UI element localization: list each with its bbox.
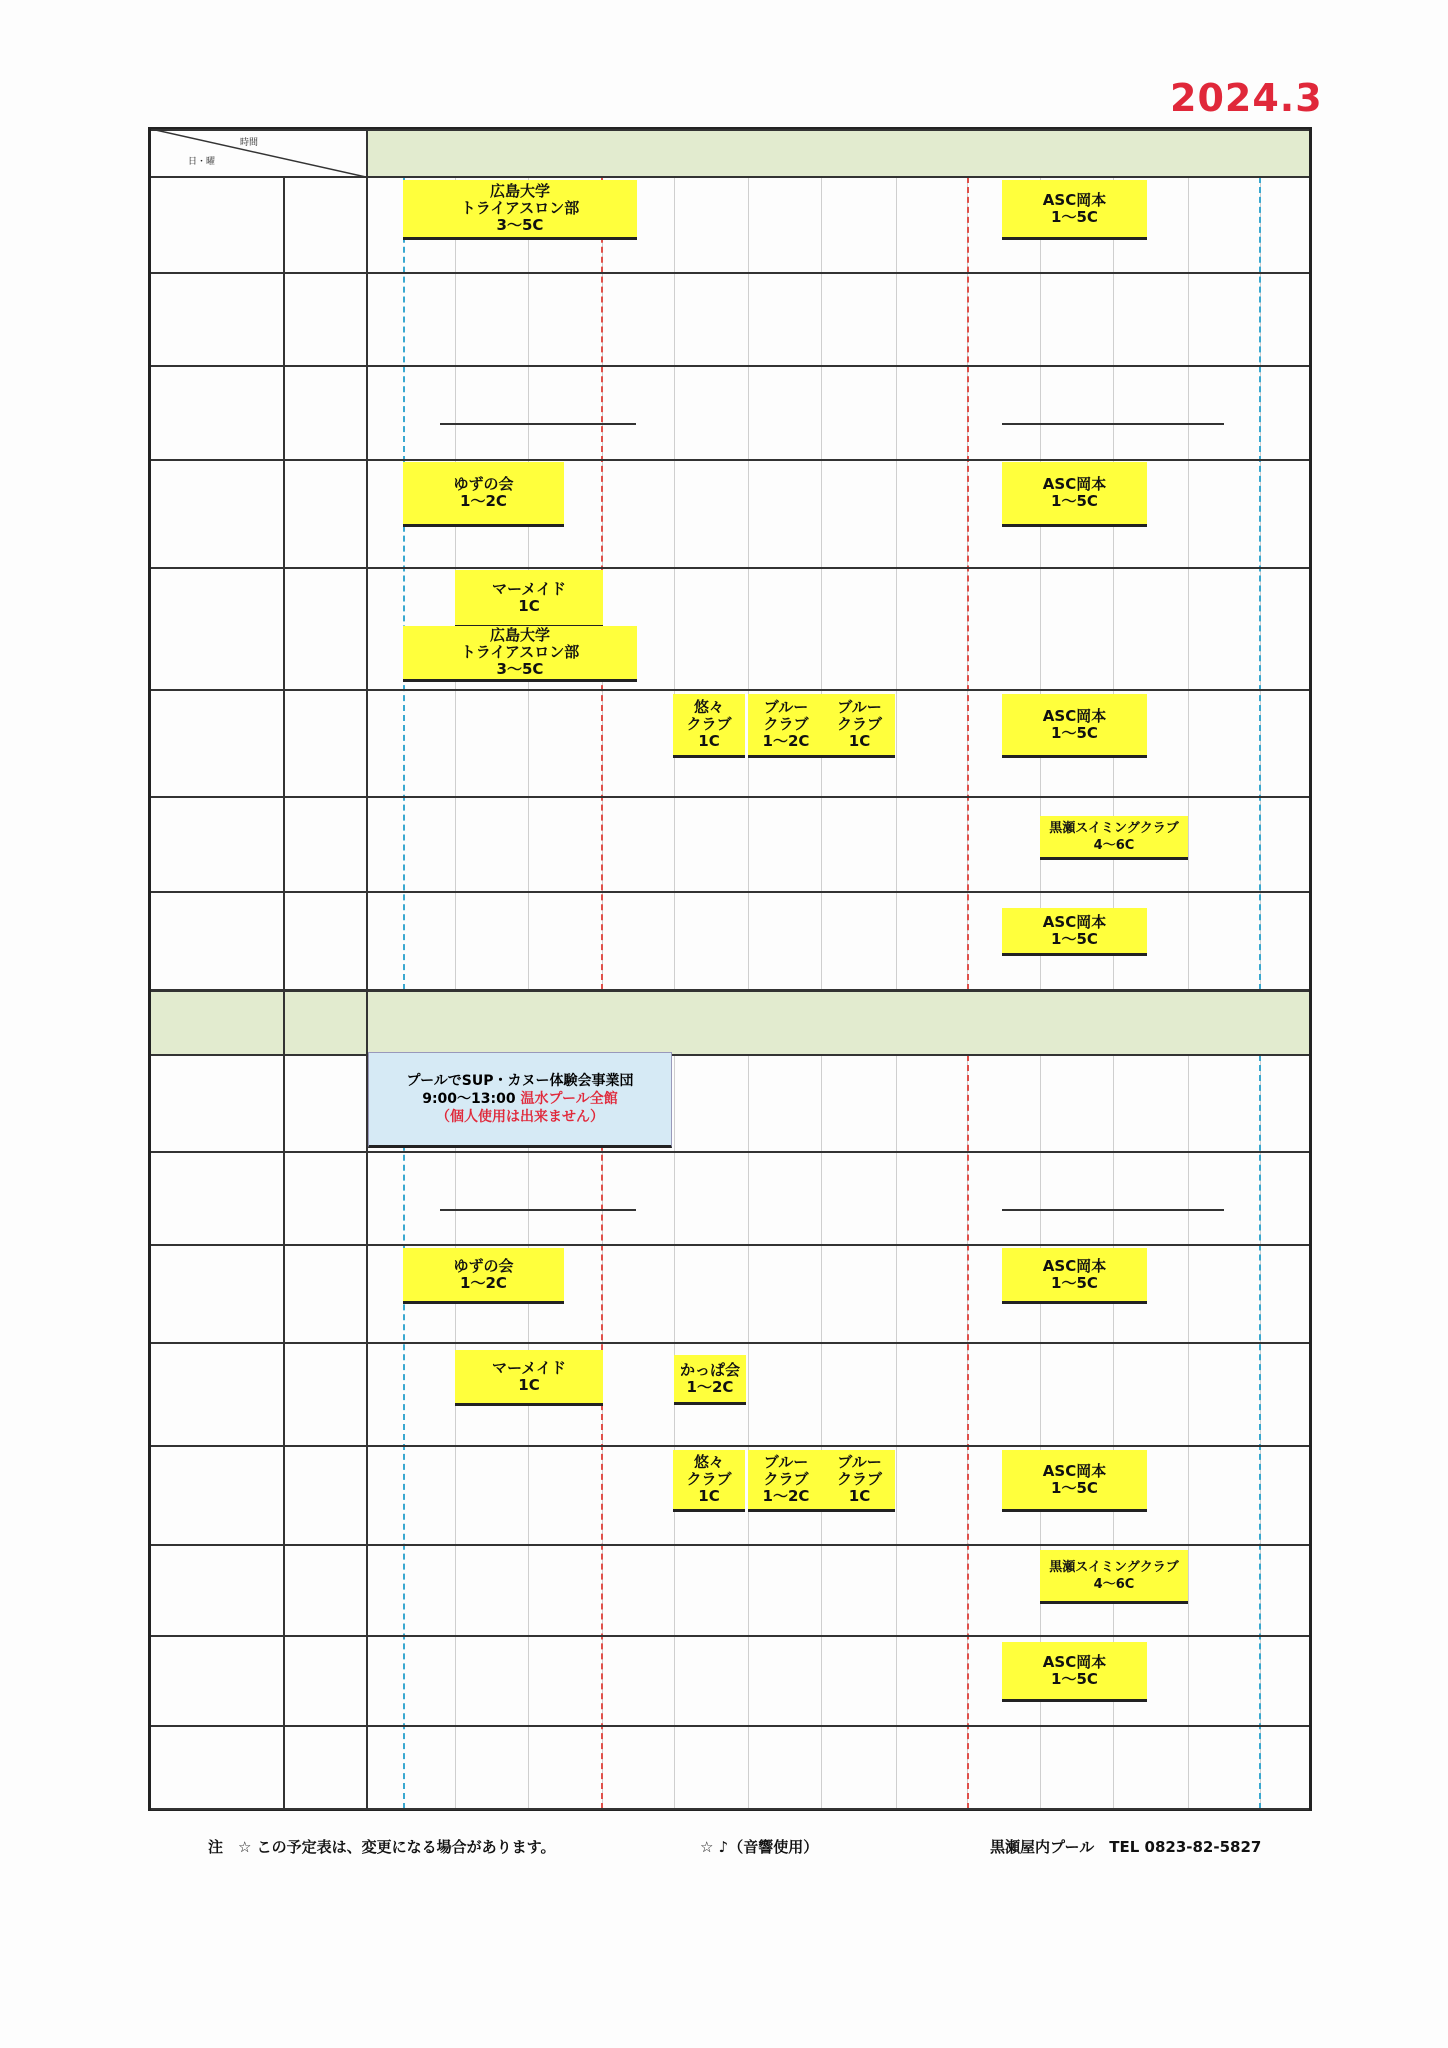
row-divider bbox=[151, 272, 1309, 274]
grid-line bbox=[674, 1055, 675, 1809]
schedule-event-block bbox=[1002, 1450, 1147, 1512]
event-text-line: ブルー bbox=[763, 1453, 809, 1471]
corner-diagonal bbox=[151, 129, 366, 177]
closed-line bbox=[440, 1209, 636, 1211]
grid-line bbox=[896, 1055, 897, 1809]
schedule-event-block bbox=[673, 1450, 745, 1512]
time-header-band bbox=[366, 129, 1309, 177]
event-text-line: 黒瀬スイミングクラブ bbox=[1049, 820, 1179, 836]
row-divider bbox=[151, 1342, 1309, 1344]
schedule-event-block bbox=[748, 694, 824, 758]
event-text-line: ASC岡本 bbox=[1042, 1461, 1107, 1480]
sup-venue: 温水プール全館 bbox=[520, 1091, 618, 1107]
event-text-line: 1～5C bbox=[1051, 492, 1098, 510]
grid-line bbox=[1113, 177, 1114, 990]
event-text-line: ASC岡本 bbox=[1042, 1652, 1107, 1671]
sup-title: プールでSUP・カヌー体験会事業団 bbox=[406, 1073, 634, 1089]
closed-line bbox=[440, 423, 636, 425]
sup-time-line bbox=[369, 1090, 671, 1108]
event-text-line: ブルー bbox=[763, 698, 809, 716]
row-divider bbox=[151, 689, 1309, 691]
event-text-line: 1～5C bbox=[1051, 207, 1098, 226]
schedule-event-block bbox=[1040, 1550, 1188, 1604]
event-text-line: 1C bbox=[518, 596, 540, 615]
row-divider bbox=[151, 1544, 1309, 1546]
sup-event-block bbox=[368, 1052, 672, 1148]
row-divider bbox=[151, 891, 1309, 893]
closed-line bbox=[1002, 1209, 1224, 1211]
event-text-line: マーメイド bbox=[492, 579, 566, 598]
schedule-event-block bbox=[1002, 462, 1147, 527]
event-text-line: ASC岡本 bbox=[1042, 190, 1107, 209]
hour-marker-dashed-line bbox=[601, 1055, 603, 1809]
event-text-line: トライアスロン部 bbox=[460, 199, 580, 217]
row-divider bbox=[151, 796, 1309, 798]
grid-line bbox=[821, 1055, 822, 1809]
grid-line bbox=[896, 177, 897, 990]
closed-line bbox=[1002, 423, 1224, 425]
row-divider bbox=[151, 1808, 1309, 1810]
row-divider bbox=[151, 1725, 1309, 1727]
hour-marker-dashed-line bbox=[967, 1055, 969, 1809]
header-divider bbox=[151, 990, 1309, 992]
row-divider bbox=[151, 1445, 1309, 1447]
schedule-event-block bbox=[824, 1450, 895, 1512]
event-text-line: 3～5C bbox=[496, 660, 544, 678]
schedule-event-block bbox=[673, 694, 745, 758]
event-text-line: 1C bbox=[518, 1375, 540, 1394]
schedule-event-block bbox=[674, 1355, 746, 1405]
sup-note: （個人使用は出来ません） bbox=[436, 1109, 604, 1125]
corner-day-label: 日・曜 bbox=[188, 157, 216, 167]
hour-marker-dashed-line bbox=[1259, 177, 1261, 990]
row-divider bbox=[151, 1151, 1309, 1153]
grid-line bbox=[748, 1055, 749, 1809]
event-text-line: 1C bbox=[698, 732, 720, 750]
event-text-line: 1～2C bbox=[460, 492, 507, 510]
corner-time-label: 時間 bbox=[240, 138, 259, 148]
event-text-line: ASC岡本 bbox=[1042, 706, 1107, 725]
time-column-divider bbox=[366, 129, 368, 1809]
event-text-line: 黒瀬スイミングクラブ bbox=[1049, 1559, 1179, 1575]
schedule-event-block bbox=[748, 1450, 824, 1512]
event-text-line: 悠々 bbox=[693, 1453, 724, 1471]
event-text-line: クラブ bbox=[763, 1470, 809, 1488]
event-text-line: 1～5C bbox=[1051, 929, 1098, 948]
event-text-line: クラブ bbox=[836, 1470, 882, 1488]
hour-marker-dashed-line bbox=[403, 1055, 405, 1809]
grid-line bbox=[528, 1055, 529, 1809]
event-text-line: クラブ bbox=[836, 715, 882, 733]
event-text-line: ブルー bbox=[837, 1453, 882, 1471]
grid-line bbox=[674, 177, 675, 990]
event-text-line: 4～6C bbox=[1093, 1576, 1135, 1592]
schedule-event-block bbox=[824, 694, 895, 758]
grid-line bbox=[1188, 177, 1189, 990]
event-text-line: クラブ bbox=[763, 715, 809, 733]
event-text-line: 1～2C bbox=[762, 732, 810, 750]
event-text-line: 1～5C bbox=[1051, 723, 1098, 742]
event-text-line: 1C bbox=[848, 1487, 871, 1505]
schedule-event-block bbox=[1002, 180, 1147, 240]
day-column-divider bbox=[283, 177, 285, 1809]
schedule-event-block bbox=[403, 462, 564, 527]
grid-line bbox=[1040, 177, 1041, 990]
schedule-event-block bbox=[1002, 908, 1147, 956]
event-text-line: 広島大学 bbox=[489, 182, 550, 200]
row-divider bbox=[151, 567, 1309, 569]
event-text-line: 1～2C bbox=[686, 1377, 734, 1396]
grid-line bbox=[1188, 1055, 1189, 1809]
schedule-event-block bbox=[455, 570, 603, 628]
schedule-event-block bbox=[455, 1350, 603, 1406]
event-text-line: ASC岡本 bbox=[1042, 475, 1107, 493]
footer-note: 注 ☆ この予定表は、変更になる場合があります。 bbox=[208, 1838, 556, 1856]
event-text-line: 4～6C bbox=[1093, 837, 1135, 853]
grid-line bbox=[455, 1055, 456, 1809]
footer-contact: 黒瀬屋内プール TEL 0823-82-5827 bbox=[990, 1838, 1262, 1856]
event-text-line: ゆずの会 bbox=[453, 475, 514, 493]
event-text-line: ゆずの会 bbox=[453, 1256, 514, 1275]
event-text-line: 1～2C bbox=[460, 1273, 507, 1292]
sup-time: 9:00～13:00 bbox=[422, 1091, 516, 1107]
time-header-band bbox=[366, 990, 1309, 1055]
hour-marker-dashed-line bbox=[967, 177, 969, 990]
event-text-line: 1～5C bbox=[1051, 1478, 1098, 1497]
event-text-line: かっぱ会 bbox=[679, 1360, 740, 1379]
row-divider bbox=[151, 459, 1309, 461]
event-text-line: クラブ bbox=[686, 715, 732, 733]
row-divider bbox=[151, 1244, 1309, 1246]
event-text-line: ASC岡本 bbox=[1042, 912, 1107, 931]
event-text-line: 悠々 bbox=[693, 698, 724, 716]
document-title: 2024.3 bbox=[1170, 76, 1323, 120]
schedule-event-block bbox=[1002, 1642, 1147, 1702]
hour-marker-dashed-line bbox=[403, 177, 405, 990]
event-text-line: 1C bbox=[698, 1487, 720, 1505]
event-text-line: クラブ bbox=[686, 1470, 732, 1488]
event-text-line: 1C bbox=[848, 732, 871, 750]
schedule-event-block bbox=[1040, 816, 1188, 860]
schedule-event-block bbox=[1002, 1248, 1147, 1304]
schedule-event-block bbox=[1002, 694, 1147, 758]
event-text-line: 1～2C bbox=[762, 1487, 810, 1505]
event-text-line: マーメイド bbox=[492, 1358, 566, 1377]
event-text-line: 3～5C bbox=[496, 216, 544, 234]
row-divider bbox=[151, 365, 1309, 367]
event-text-line: ブルー bbox=[837, 698, 882, 716]
event-text-line: 1～5C bbox=[1051, 1669, 1098, 1688]
schedule-event-block bbox=[403, 1248, 564, 1304]
event-text-line: 広島大学 bbox=[489, 626, 550, 644]
grid-line bbox=[748, 177, 749, 990]
row-divider bbox=[151, 1635, 1309, 1637]
event-text-line: 1～5C bbox=[1051, 1273, 1098, 1292]
day-header-band bbox=[151, 990, 366, 1055]
schedule-event-block bbox=[403, 626, 637, 682]
event-text-line: ASC岡本 bbox=[1042, 1256, 1107, 1275]
header-divider bbox=[151, 1054, 1309, 1056]
event-text-line: トライアスロン部 bbox=[460, 643, 580, 661]
hour-marker-dashed-line bbox=[1259, 1055, 1261, 1809]
grid-line bbox=[821, 177, 822, 990]
schedule-event-block bbox=[403, 180, 637, 240]
footer-music-note: ☆ ♪（音響使用） bbox=[700, 1838, 819, 1856]
